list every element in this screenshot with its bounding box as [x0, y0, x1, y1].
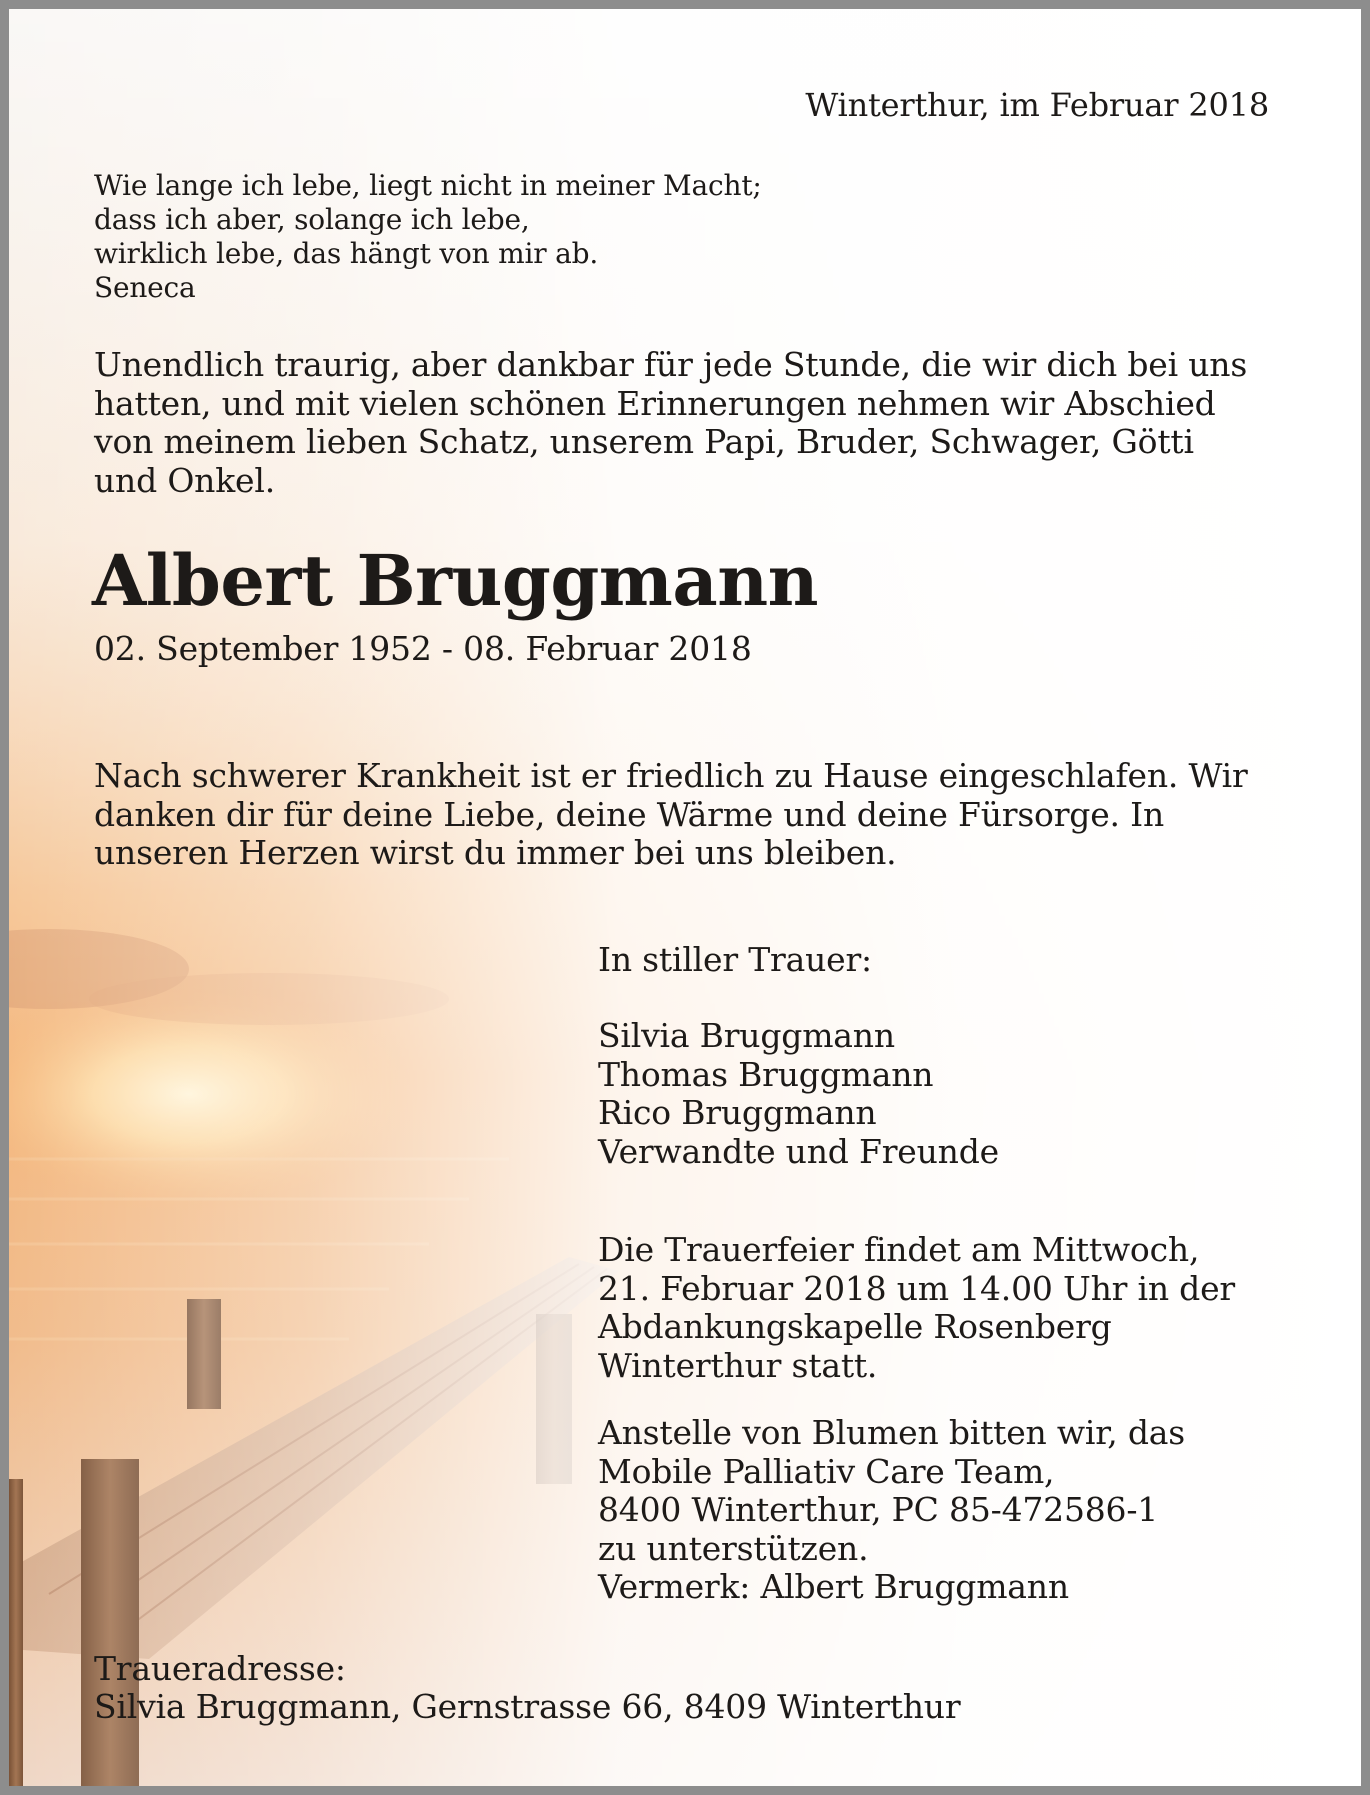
donation-info: Anstelle von Blumen bitten wir, das Mobile Palliativ Care Team, 8400 Winterthur, PC 85-472586-1 zu unterstützen. Vermerk: Albert Bruggmann: [598, 1413, 1185, 1606]
quote-author: Seneca: [94, 271, 196, 304]
deceased-name: Albert Bruggmann: [92, 539, 819, 622]
quote-block: [94, 169, 762, 305]
place-date: Winterthur, im Februar 2018: [805, 86, 1269, 124]
mourners-list: Silvia Bruggmann Thomas Bruggmann Rico Bruggmann Verwandte und Freunde: [598, 1016, 999, 1171]
mourning-heading: In stiller Trauer:: [598, 940, 872, 979]
obituary-notice: [9, 9, 1361, 1786]
mourning-address: Silvia Bruggmann, Gernstrasse 66, 8409 Winterthur: [94, 1687, 961, 1726]
life-dates: 02. September 1952 - 08. Februar 2018: [94, 629, 752, 668]
body-paragraph: Nach schwerer Krankheit ist er friedlich zu Hause eingeschlafen. Wir danken dir für deine Liebe, deine Wärme und deine Fürsorge. In unseren Herzen wirst du immer bei uns bleiben.: [94, 756, 1248, 872]
funeral-info: Die Trauerfeier findet am Mittwoch, 21. Februar 2018 um 14.00 Uhr in der Abdankungskapelle Rosenberg Winterthur statt.: [598, 1230, 1236, 1385]
address-label: Traueradresse:: [94, 1649, 346, 1688]
intro-paragraph: Unendlich traurig, aber dankbar für jede Stunde, die wir dich bei uns hatten, und mit vielen schönen Erinnerungen nehmen wir Abschied von meinem lieben Schatz, unserem Papi, Bruder, Schwager, Götti und Onkel.: [94, 345, 1248, 500]
quote-text: Wie lange ich lebe, liegt nicht in meiner Macht; dass ich aber, solange ich lebe, wirklich lebe, das hängt von mir ab.: [94, 169, 762, 270]
